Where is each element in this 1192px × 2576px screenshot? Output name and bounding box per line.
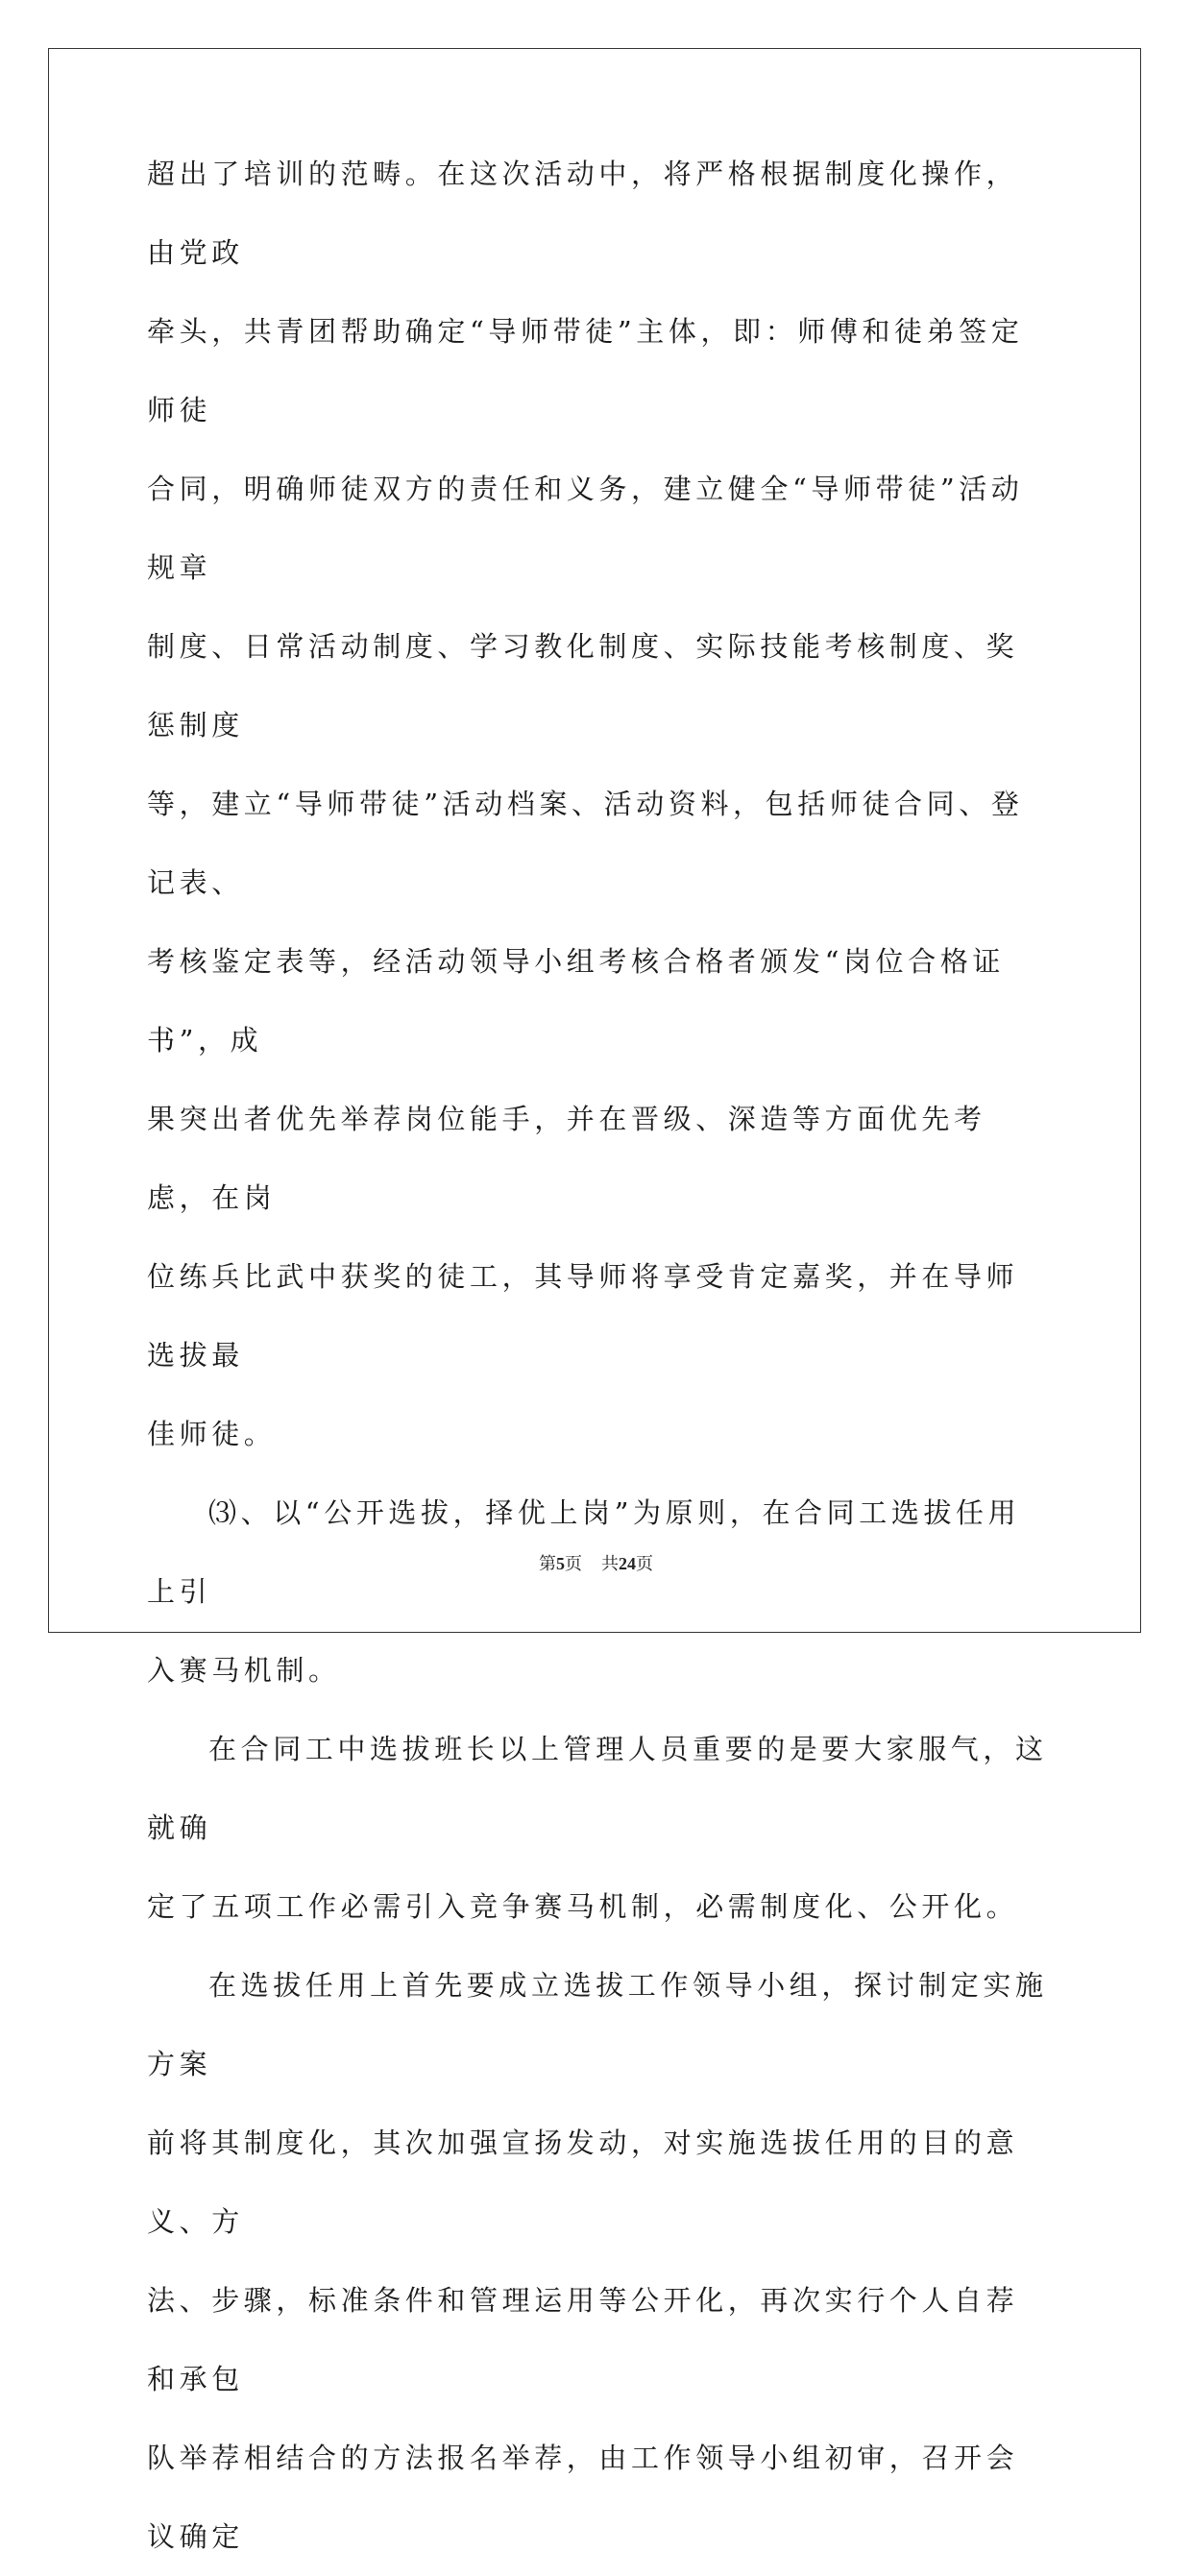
page-suffix: 页 <box>565 1554 582 1573</box>
page-prefix: 第 <box>539 1554 556 1573</box>
text-line: 入赛马机制。 <box>147 1654 341 1687</box>
total-prefix: 共 <box>601 1554 619 1573</box>
total-suffix: 页 <box>636 1554 653 1573</box>
text-line: 制度、日常活动制度、学习教化制度、实际技能考核制度、奖惩制度 <box>147 630 1019 741</box>
paragraph-2 <box>147 1473 1050 1710</box>
text-line: 位练兵比武中获奖的徒工，其导师将享受肯定嘉奖，并在导师选拔最 <box>147 1260 1019 1372</box>
text-line: 果突出者优先举荐岗位能手，并在晋级、深造等方面优先考虑，在岗 <box>147 1103 986 1214</box>
text-line: 在合同工中选拔班长以上管理人员重要的是要大家服气，这就确 <box>147 1733 1048 1844</box>
document-body <box>147 134 1050 2576</box>
text-line: 队举荐相结合的方法报名举荐，由工作领导小组初审，召开会议确定 <box>147 2442 1019 2553</box>
text-line: 等，建立“导师带徒”活动档案、活动资料，包括师徒合同、登记表、 <box>147 788 1024 899</box>
text-line: 定了五项工作必需引入竞争赛马机制，必需制度化、公开化。 <box>147 1890 1019 1923</box>
text-line: 牵头，共青团帮助确定“导师带徒”主体，即：师傅和徒弟签定师徒 <box>147 315 1024 426</box>
text-line: 在选拔任用上首先要成立选拔工作领导小组，探讨制定实施方案 <box>147 1969 1048 2080</box>
page-footer <box>0 1550 1192 1575</box>
text-line: 考核鉴定表等，经活动领导小组考核合格者颁发“岗位合格证书”，成 <box>147 945 1006 1057</box>
text-line: 佳师徒。 <box>147 1418 277 1450</box>
text-line: 前将其制度化，其次加强宣扬发动，对实施选拔任用的目的意义、方 <box>147 2126 1019 2238</box>
text-line: 合同，明确师徒双方的责任和义务，建立健全“导师带徒”活动规章 <box>147 473 1024 584</box>
text-line: 法、步骤，标准条件和管理运用等公开化，再次实行个人自荐和承包 <box>147 2284 1019 2395</box>
total-pages: 24 <box>619 1554 636 1573</box>
paragraph-4 <box>147 1946 1050 2576</box>
page-number: 5 <box>556 1554 565 1573</box>
paragraph-3 <box>147 1710 1050 1946</box>
text-line: 超出了培训的范畴。在这次活动中，将严格根据制度化操作，由党政 <box>147 158 1019 269</box>
paragraph-1 <box>147 134 1050 1473</box>
text-line: ⑶、以“公开选拔，择优上岗”为原则，在合同工选拔任用上引 <box>147 1496 1021 1608</box>
